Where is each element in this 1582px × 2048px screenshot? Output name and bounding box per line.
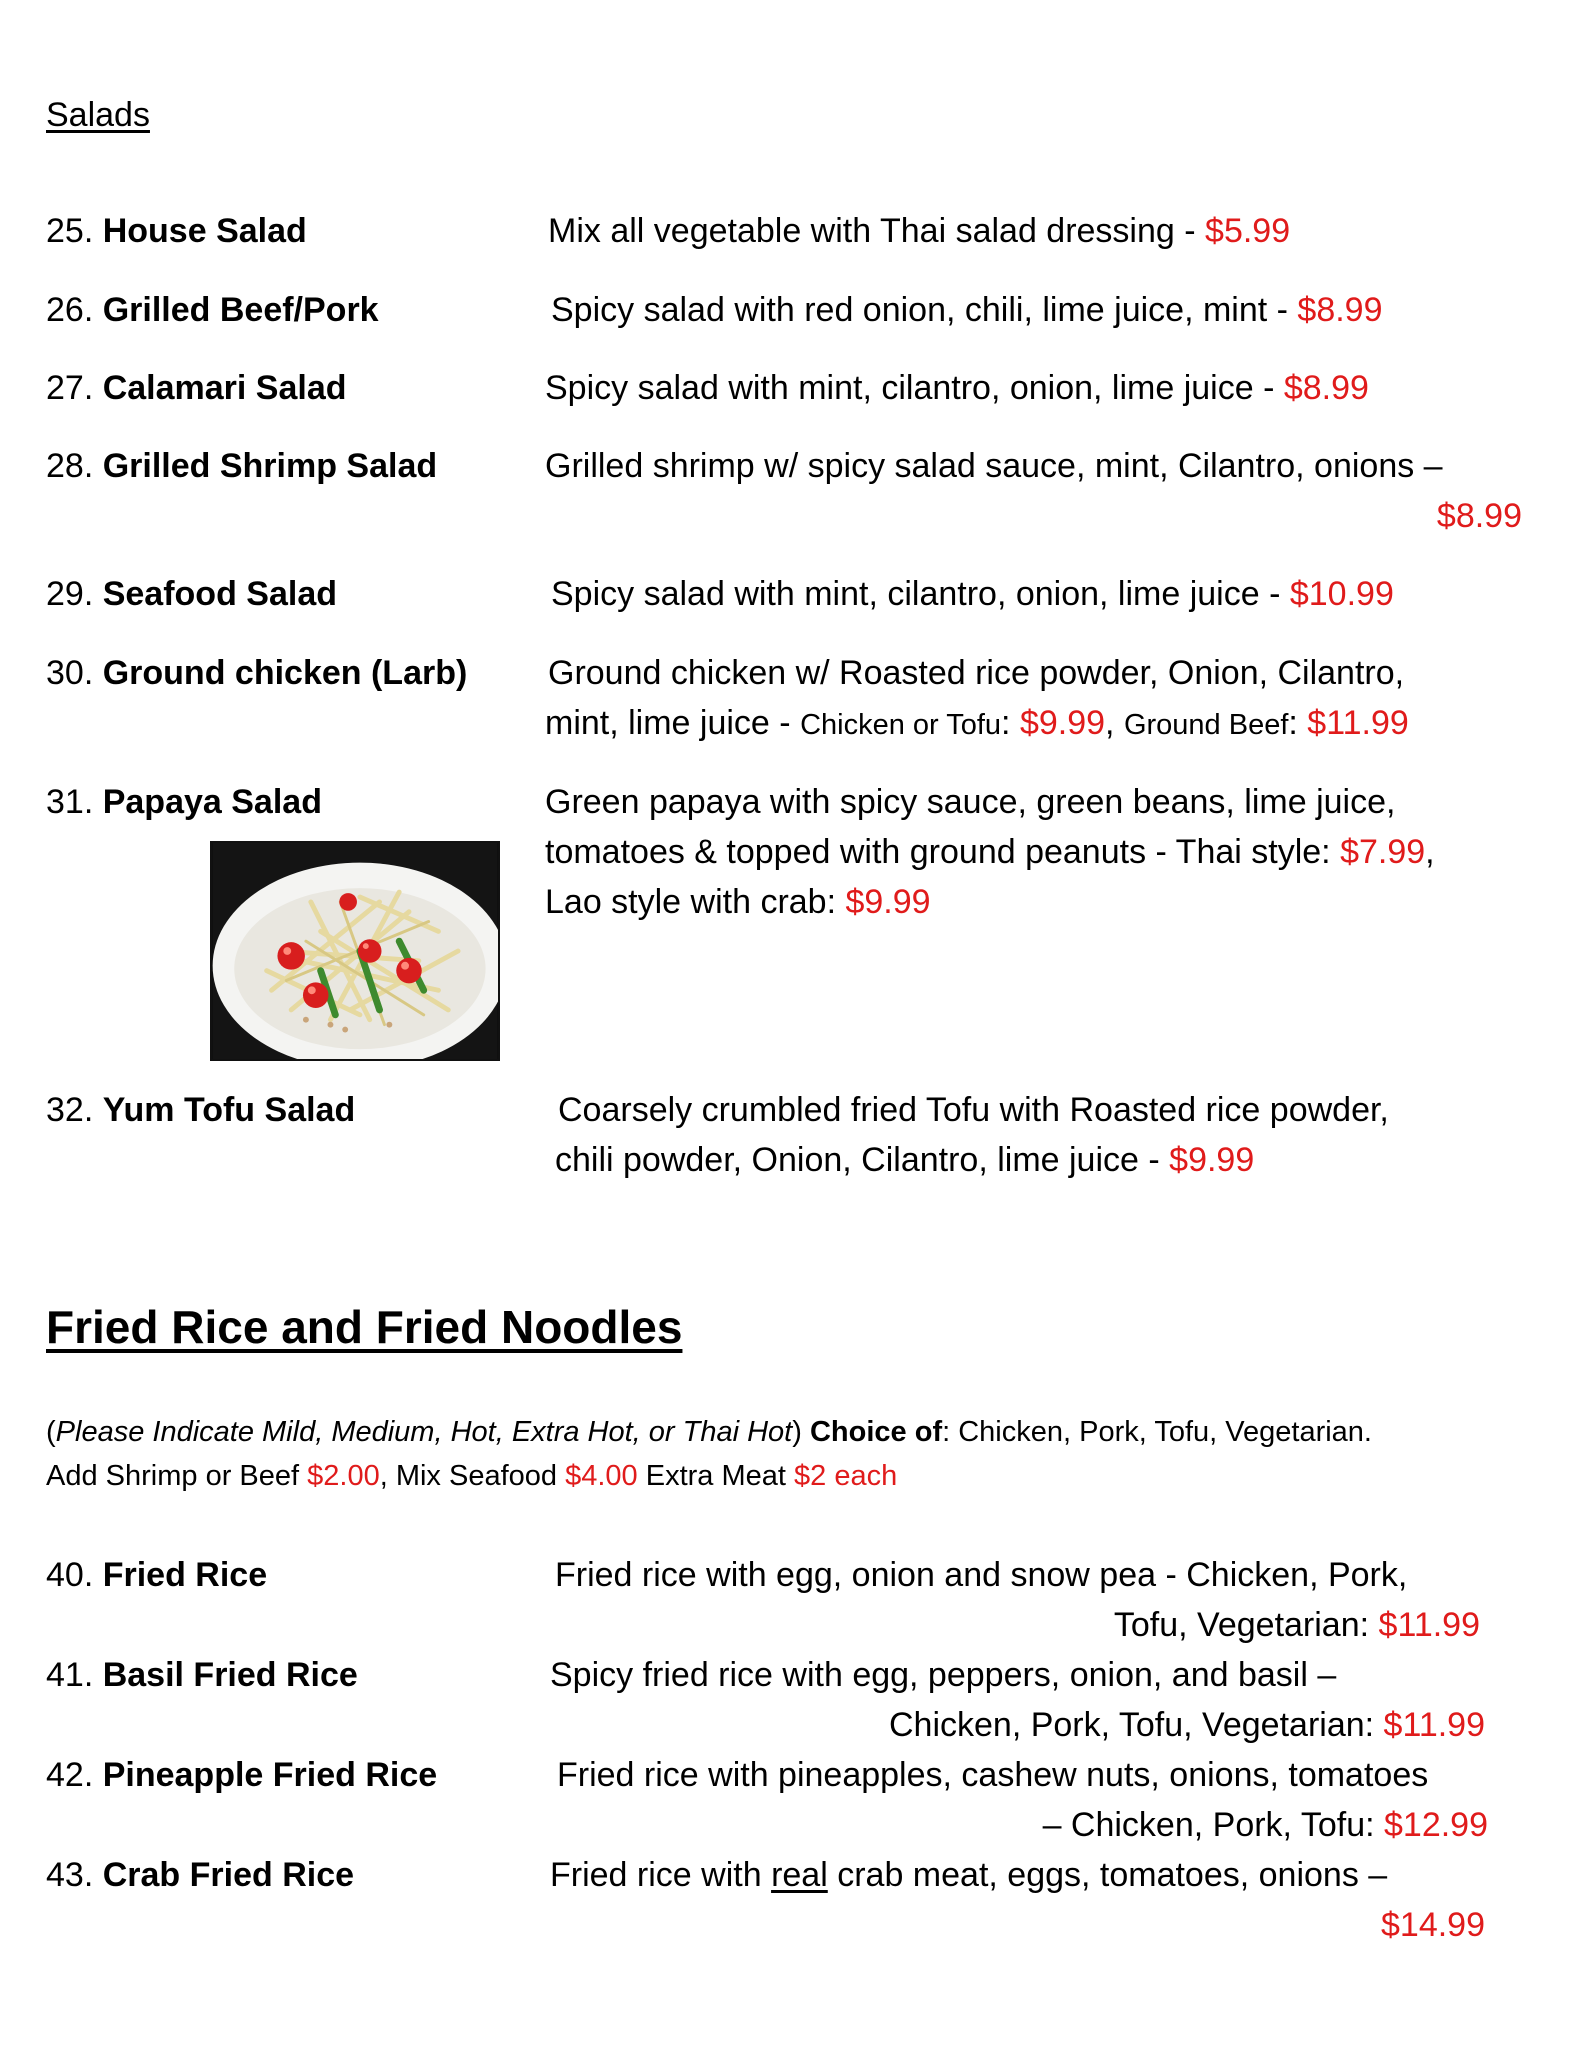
item-30-opt1-label: Chicken or Tofu [800,709,1002,741]
item-27-name: 27. Calamari Salad [46,369,347,407]
item-25-price: $5.99 [1205,212,1291,250]
item-40-desc-line2: Tofu, Vegetarian: $11.99 [1113,1606,1480,1644]
mix-seafood-price: $4.00 [565,1460,638,1492]
item-30-name: 30. Ground chicken (Larb) [46,654,468,692]
item-29-price: $10.99 [1289,575,1394,613]
section-title-fried: Fried Rice and Fried Noodles [46,1301,683,1353]
item-31-desc-line1: Green papaya with spicy sauce, green beans, lime juice, [545,783,1396,821]
item-27-price: $8.99 [1283,369,1369,407]
item-30-opt2-label: Ground Beef [1123,709,1289,741]
item-29-name: 29. Seafood Salad [46,575,337,613]
item-26-name: 26. Grilled Beef/Pork [46,291,379,329]
item-43-name: 43. Crab Fried Rice [46,1856,355,1894]
item-27-desc: Spicy salad with mint, cilantro, onion, lime juice - $8.99 [545,369,1369,407]
add-shrimp-beef-price: $2.00 [307,1460,380,1492]
item-31-name: 31. Papaya Salad [46,783,322,821]
item-32-name: 32. Yum Tofu Salad [46,1091,356,1129]
item-40-desc-line1: Fried rice with egg, onion and snow pea - Chicken, Pork, [555,1556,1408,1594]
spice-level-note: Please Indicate Mild, Medium, Hot, Extra Hot, or Thai Hot [55,1416,793,1448]
item-29-desc: Spicy salad with mint, cilantro, onion, lime juice - $10.99 [551,575,1394,613]
real-emphasis: real [771,1856,828,1894]
item-31-price-lao: $9.99 [845,883,931,921]
item-42-desc-line2: – Chicken, Pork, Tofu: $12.99 [1042,1806,1488,1844]
item-32-desc-line2: chili powder, Onion, Cilantro, lime juice - $9.99 [555,1141,1255,1179]
item-41-price: $11.99 [1383,1706,1485,1744]
item-30-opt1-price: $9.99 [1019,704,1106,742]
item-31-desc-line2: tomatoes & topped with ground peanuts - Thai style: $7.99, [545,833,1435,871]
item-25-name: 25. House Salad [46,212,307,250]
extra-meat-price: $2 each [794,1460,898,1492]
fried-note-line2: Add Shrimp or Beef $2.00, Mix Seafood $4.00 Extra Meat $2 each [46,1460,898,1492]
item-28-name: 28. Grilled Shrimp Salad [46,447,438,485]
item-40-price: $11.99 [1378,1606,1480,1644]
item-30-opt2-price: $11.99 [1307,704,1409,742]
item-26-desc: Spicy salad with red onion, chili, lime juice, mint - $8.99 [551,291,1383,329]
item-25-desc: Mix all vegetable with Thai salad dressing - $5.99 [548,212,1291,250]
item-31-desc-line3: Lao style with crab: $9.99 [545,883,931,921]
item-41-name: 41. Basil Fried Rice [46,1656,358,1694]
item-43-desc: Fried rice with real crab meat, eggs, tomatoes, onions – [550,1856,1388,1894]
fried-note-line1: (Please Indicate Mild, Medium, Hot, Extra Hot, or Thai Hot) Choice of: Chicken, Pork, Tofu, Vegetarian. [46,1416,1372,1448]
item-40-name: 40. Fried Rice [46,1556,268,1594]
item-28-price: $8.99 [1436,497,1522,535]
item-42-name: 42. Pineapple Fried Rice [46,1756,438,1794]
item-26-price: $8.99 [1297,291,1383,329]
item-32-desc-line1: Coarsely crumbled fried Tofu with Roasted rice powder, [558,1091,1389,1129]
choice-of-label: Choice of [809,1416,943,1448]
papaya-salad-photo [210,841,500,1061]
section-title-salads: Salads [46,96,150,134]
item-28-desc: Grilled shrimp w/ spicy salad sauce, mint, Cilantro, onions – [545,447,1443,485]
item-42-price: $12.99 [1384,1806,1488,1844]
item-41-desc-line2: Chicken, Pork, Tofu, Vegetarian: $11.99 [888,1706,1485,1744]
item-30-desc-line2: mint, lime juice - Chicken or Tofu: $9.99, Ground Beef: $11.99 [545,704,1409,742]
item-31-price-thai: $7.99 [1340,833,1426,871]
item-30-desc-line1: Ground chicken w/ Roasted rice powder, Onion, Cilantro, [548,654,1405,692]
item-43-price: $14.99 [1381,1906,1485,1944]
item-42-desc-line1: Fried rice with pineapples, cashew nuts, onions, tomatoes [557,1756,1429,1794]
item-32-price: $9.99 [1169,1141,1255,1179]
item-41-desc-line1: Spicy fried rice with egg, peppers, onion, and basil – [550,1656,1337,1694]
